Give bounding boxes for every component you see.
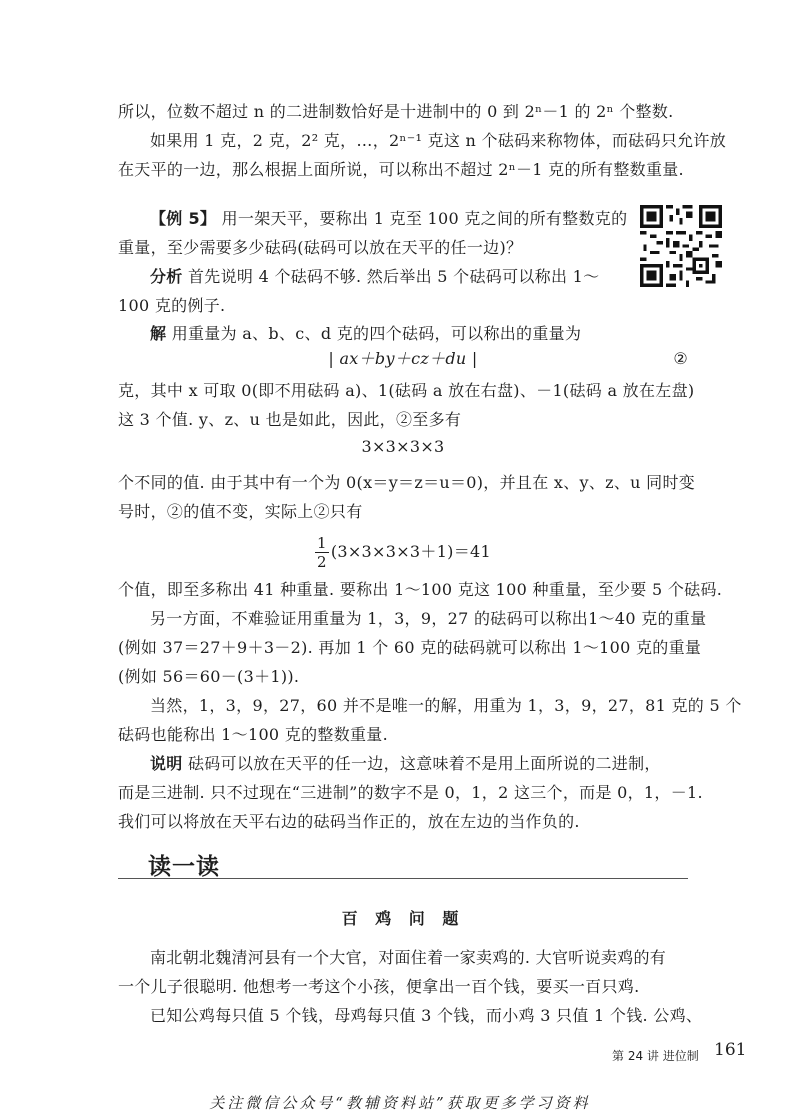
qr-code-icon: [640, 205, 722, 287]
text-line: 所以，位数不超过 n 的二进制数恰好是十进制中的 0 到 2ⁿ－1 的 2ⁿ 个整数.: [118, 102, 674, 121]
example-text: 用一架天平，要称出 1 克至 100 克之间的所有整数克的: [216, 209, 628, 228]
story-line: 一个儿子很聪明. 他想考一考这个小孩，便拿出一百个钱，要买一百只鸡.: [118, 977, 640, 996]
text-line: 如果用 1 克，2 克，2² 克，…，2ⁿ⁻¹ 克这 n 个砝码来称物体，而砝码只允许放: [150, 131, 727, 150]
story-title: 百 鸡 问 题: [341, 909, 465, 928]
note-text: 砝码可以放在天平的任一边，这意味着不是用上面所说的二进制，: [182, 754, 661, 773]
analysis-text: 首先说明 4 个砝码不够. 然后举出 5 个砝码可以称出 1～: [182, 267, 600, 286]
equation-2: [118, 347, 688, 371]
fraction-numerator: 1: [316, 534, 327, 552]
fraction-denominator: 2: [316, 553, 327, 571]
text-line: 另一方面，不难验证用重量为 1，3，9，27 的砝码可以称出1～40 克的重量: [150, 609, 707, 628]
text-line: 这 3 个值. y、z、u 也是如此，因此，②至多有: [118, 410, 462, 429]
solution-text: 用重量为 a、b、c、d 克的四个砝码，可以称出的重量为: [166, 324, 582, 343]
text-line: 砝码也能称出 1～100 克的整数重量.: [118, 725, 388, 744]
equation-number: ②: [673, 349, 688, 368]
section-divider: [118, 878, 688, 879]
fraction: [315, 534, 329, 571]
text-line: 重量，至少需要多少砝码(砝码可以放在天平的任一边)？: [118, 238, 523, 257]
section-heading: 读一读: [148, 854, 220, 880]
text-line: 个不同的值. 由于其中有一个为 0(x＝y＝z＝u＝0)，并且在 x、y、z、u 同时变: [118, 473, 696, 492]
equation-2-text: | ax＋by＋cz＋du |: [328, 349, 478, 368]
example-label: 【例 5】: [150, 209, 217, 228]
analysis-label: 分析: [150, 267, 183, 286]
analysis-line: [150, 265, 650, 289]
example-5-line: [150, 207, 650, 231]
text-line: 而是三进制. 只不过现在“三进制”的数字不是 0，1，2 这三个，而是 0，1，－1.: [118, 783, 703, 802]
equation-fraction: [118, 534, 688, 571]
text-line: (例如 37＝27＋9＋3－2). 再加 1 个 60 克的砝码就可以称出 1～100 克的重量: [118, 638, 702, 657]
text-line: 个值，即至多称出 41 种重量. 要称出 1～100 克这 100 种重量，至少要 5 个砝码.: [118, 580, 723, 599]
text-line: (例如 56＝60－(3＋1)).: [118, 667, 300, 686]
page-number: 161: [714, 1040, 747, 1060]
story-line: 已知公鸡每只值 5 个钱，母鸡每只值 3 个钱，而小鸡 3 只值 1 个钱. 公鸡、: [150, 1006, 703, 1025]
solution-line: [150, 322, 690, 346]
note-line: [150, 752, 690, 776]
equation-product: 3×3×3×3: [361, 437, 445, 456]
chapter-label: 第 24 讲 进位制: [612, 1049, 699, 1063]
text-line: 号时，②的值不变，实际上②只有: [118, 502, 363, 521]
text-line: 克，其中 x 可取 0(即不用砝码 a)、1(砝码 a 放在右盘)、－1(砝码 a 放在左盘): [118, 381, 695, 400]
solution-label: 解: [150, 324, 167, 343]
text-line: 当然，1，3，9，27，60 并不是唯一的解，用重为 1，3，9，27，81 克的 5 个: [150, 696, 742, 715]
fraction-expression: (3×3×3×3＋1)＝41: [330, 542, 491, 561]
text-line: 100 克的例子.: [118, 296, 226, 315]
text-line: 我们可以将放在天平右边的砝码当作正的，放在左边的当作负的.: [118, 812, 580, 831]
text-line: 在天平的一边，那么根据上面所说，可以称出不超过 2ⁿ－1 克的所有整数重量.: [118, 160, 684, 179]
watermark-text: 关注微信公众号“教辅资料站”获取更多学习资料: [209, 1094, 591, 1112]
story-line: 南北朝北魏清河县有一个大官，对面住着一家卖鸡的. 大官听说卖鸡的有: [150, 948, 667, 967]
note-label: 说明: [150, 754, 183, 773]
